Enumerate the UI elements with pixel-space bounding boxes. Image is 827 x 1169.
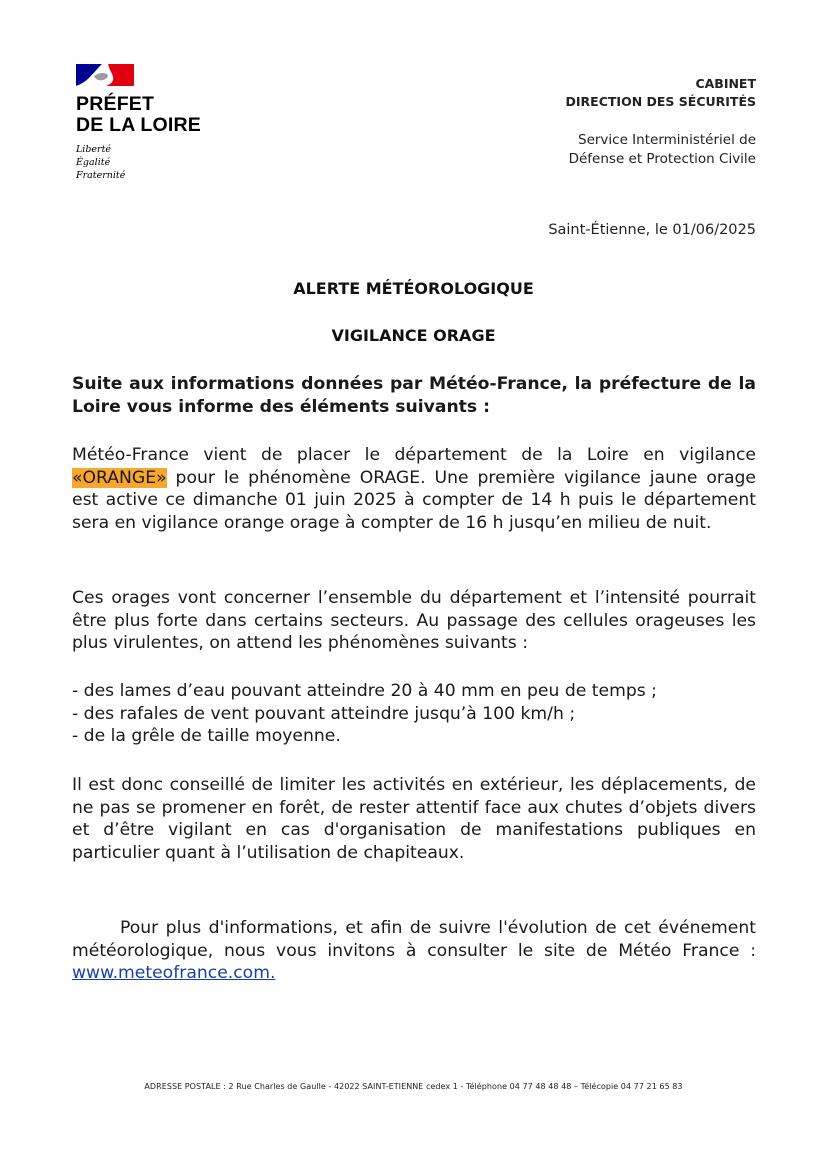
list-item: - des rafales de vent pouvant atteindre jusqu’à 100 km/h ; — [72, 703, 576, 724]
service-line-2: Défense et Protection Civile — [568, 151, 756, 167]
meteofrance-link[interactable]: www.meteofrance.com. — [72, 963, 276, 984]
alert-title: ALERTE MÉTÉOROLOGIQUE — [293, 279, 534, 298]
orange-highlight: «ORANGE» — [72, 467, 167, 488]
devise-egalite: Égalité — [76, 157, 111, 168]
devise-fraternite: Fraternité — [76, 170, 126, 181]
sender-block — [566, 75, 756, 111]
prefet-line: PRÉFET — [76, 93, 155, 115]
direction-label: DIRECTION DES SÉCURITÉS — [565, 94, 756, 109]
marianne-flag-icon — [76, 64, 134, 86]
phenomena-list — [72, 680, 756, 748]
info-paragraph — [72, 917, 756, 985]
devise-liberte: Liberté — [76, 144, 112, 155]
vigilance-paragraph — [72, 444, 756, 534]
advice-paragraph: Il est donc conseillé de limiter les activités en extérieur, les déplacements, de ne pas se promener en forêt, de rester attentif face aux chutes d’objets divers et d’être vigilant en cas d'organisation de manifestations publiques en particulier quant à l’utilisation de chapiteaux. — [72, 775, 756, 863]
list-item: - de la grêle de taille moyenne. — [72, 726, 341, 747]
list-item: - des lames d’eau pouvant atteindre 20 à 40 mm en peu de temps ; — [72, 681, 657, 701]
vigilance-title: VIGILANCE ORAGE — [331, 326, 496, 345]
devise — [76, 143, 201, 182]
document-date: Saint-Étienne, le 01/06/2025 — [548, 222, 756, 238]
service-line-1: Service Interministériel de — [578, 132, 756, 148]
footer-address: ADRESSE POSTALE : 2 Rue Charles de Gaulle - 42022 SAINT-ETIENNE cedex 1 - Téléphone 04 77 48 48 48 – Télécopie 04 77 21 65 83 — [144, 1082, 683, 1091]
cabinet-label: CABINET — [695, 76, 756, 91]
p1-text-before: Météo-France vient de placer le département de la Loire en vigilance — [72, 445, 756, 465]
info-text: Pour plus d'informations, et afin de suivre l'évolution de cet événement météorologique, nous vous invitons à consulter le site de Météo France : — [72, 918, 756, 961]
prefecture-logo — [76, 64, 201, 182]
p1-text-after: pour le phénomène ORAGE. Une première vigilance jaune orage est active ce dimanche 01 juin 2025 à compter de 14 h puis le département sera en vigilance orange orage à compter de 16 h jusqu’en milieu de nuit. — [72, 467, 756, 533]
intro-paragraph: Suite aux informations données par Météo-France, la préfecture de la Loire vous informe des éléments suivants : — [72, 374, 756, 417]
prefet-title — [76, 94, 201, 136]
loire-line: DE LA LOIRE — [76, 114, 201, 136]
service-block — [569, 131, 756, 169]
phenomena-paragraph: Ces orages vont concerner l’ensemble du département et l’intensité pourrait être plus forte dans certains secteurs. Au passage des cellules orageuses les plus virulentes, on attend les phénomènes suivants : — [72, 588, 756, 654]
